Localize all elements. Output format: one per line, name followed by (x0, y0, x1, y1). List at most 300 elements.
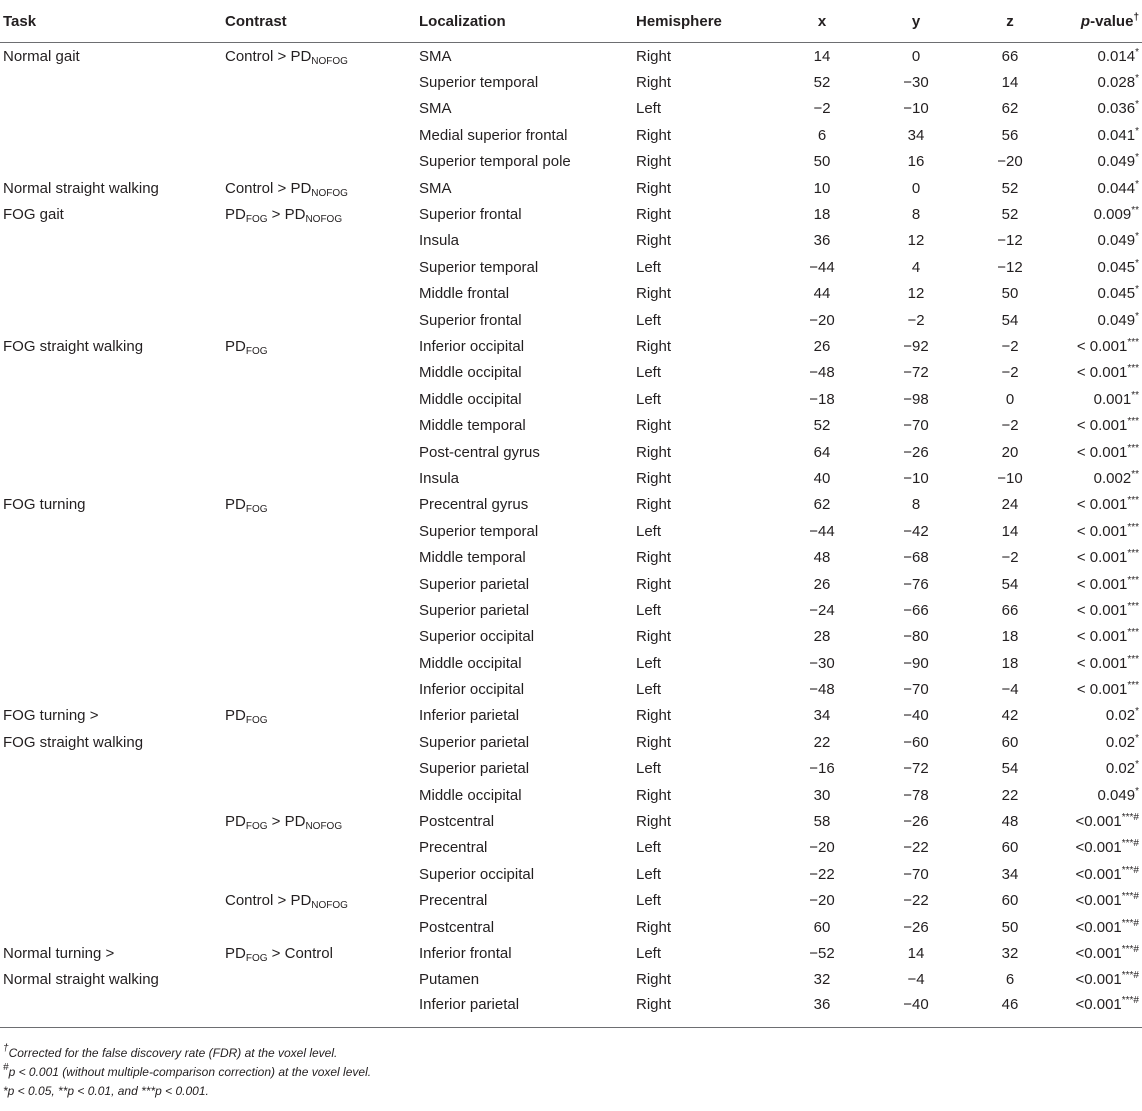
cell-pvalue (1057, 888, 1142, 914)
cell-y: 14 (907, 944, 925, 962)
table-row (0, 96, 1142, 122)
pvalue-significance: ***# (1121, 864, 1139, 876)
cell-z: 24 (1001, 496, 1019, 514)
cell-z: 62 (1001, 100, 1019, 118)
cell-x: 22 (813, 733, 831, 751)
contrast-text-2: > PD (267, 206, 306, 224)
footnote-fdr (3, 1044, 371, 1063)
header-z: z (963, 0, 1057, 43)
cell-pvalue (1057, 650, 1142, 676)
cell-pvalue (1057, 465, 1142, 491)
cell-localization: Superior frontal (419, 311, 522, 329)
cell-contrast (225, 729, 419, 755)
cell-z: 54 (1001, 575, 1019, 593)
pvalue-text: <0.001 (1075, 996, 1122, 1014)
cell-localization: Inferior occipital (419, 337, 525, 355)
cell-y: −2 (907, 311, 925, 329)
pvalue-significance: * (1135, 125, 1139, 137)
pvalue-text: 0.045 (1097, 258, 1136, 276)
pvalue-text: < 0.001 (1076, 628, 1128, 646)
cell-localization: Insula (419, 469, 460, 487)
cell-contrast (225, 782, 419, 808)
cell-contrast (225, 122, 419, 148)
cell-localization: Middle temporal (419, 417, 526, 435)
cell-task: FOG turning (3, 496, 86, 514)
cell-contrast (225, 835, 419, 861)
pvalue-significance: ***# (1121, 943, 1139, 955)
cell-contrast (225, 808, 419, 834)
cell-pvalue (1057, 439, 1142, 465)
cell-pvalue (1057, 967, 1142, 993)
cell-task (0, 650, 225, 676)
pvalue-text: < 0.001 (1076, 496, 1128, 514)
cell-task (0, 122, 225, 148)
cell-y: 4 (911, 258, 921, 276)
cell-task (0, 914, 225, 940)
cell-hemisphere: Right (636, 993, 775, 1028)
cell-pvalue (1057, 69, 1142, 95)
cell-pvalue (1057, 412, 1142, 438)
header-localization: Localization (419, 0, 636, 43)
cell-z: 20 (1001, 443, 1019, 461)
cell-pvalue (1057, 201, 1142, 227)
table-row (0, 808, 1142, 834)
cell-x: 40 (813, 469, 831, 487)
cell-y: 12 (907, 232, 925, 250)
cell-x: −48 (809, 364, 835, 382)
cell-hemisphere: Right (636, 285, 672, 303)
cell-pvalue (1057, 254, 1142, 280)
cell-pvalue (1057, 703, 1142, 729)
header-row (0, 0, 1142, 43)
cell-x: 36 (775, 993, 869, 1028)
footnote-uncorrected (3, 1063, 371, 1082)
cell-hemisphere: Right (636, 733, 672, 751)
cell-contrast (225, 940, 419, 966)
cell-hemisphere: Right (636, 153, 672, 171)
cell-x: −20 (809, 892, 835, 910)
pvalue-significance: ***# (1121, 995, 1139, 1007)
pvalue-text: <0.001 (1075, 918, 1122, 936)
cell-z: 54 (1001, 311, 1019, 329)
cell-contrast (225, 360, 419, 386)
cell-z: 66 (1001, 601, 1019, 619)
contrast-text: PD (225, 707, 246, 725)
cell-task: Normal gait (3, 47, 80, 65)
cell-z: 60 (1001, 839, 1019, 857)
cell-hemisphere: Left (636, 100, 662, 118)
cell-task (0, 254, 225, 280)
cell-contrast (225, 412, 419, 438)
table-row (0, 914, 1142, 940)
pvalue-significance: * (1135, 759, 1139, 771)
table-row (0, 492, 1142, 518)
cell-z: 14 (1001, 74, 1019, 92)
cell-localization: Medial superior frontal (419, 126, 568, 144)
cell-hemisphere: Right (636, 496, 672, 514)
pvalue-text: < 0.001 (1076, 337, 1128, 355)
cell-x: 28 (813, 628, 831, 646)
contrast-subscript-2: NOFOG (305, 214, 343, 226)
cell-hemisphere: Right (636, 813, 672, 831)
cell-z: −2 (1001, 549, 1019, 567)
cell-task: Normal straight walking (3, 179, 159, 197)
cell-contrast (225, 439, 419, 465)
footnote-fdr-sup: † (3, 1043, 9, 1054)
cell-y: −70 (903, 865, 929, 883)
cell-hemisphere: Right (636, 74, 672, 92)
cell-y: −42 (903, 522, 929, 540)
cell-y: −76 (903, 575, 929, 593)
cell-z: 52 (1001, 206, 1019, 224)
cell-y: −70 (903, 417, 929, 435)
cell-x: 64 (813, 443, 831, 461)
cell-contrast (225, 69, 419, 95)
cell-x: 50 (813, 153, 831, 171)
cell-task (0, 808, 225, 834)
cell-pvalue (1057, 571, 1142, 597)
cell-y: −72 (903, 364, 929, 382)
cell-x: −20 (809, 311, 835, 329)
cell-y: −22 (903, 839, 929, 857)
cell-localization: Middle occipital (419, 364, 522, 382)
contrast-text: PD (225, 944, 246, 962)
table-row (0, 281, 1142, 307)
pvalue-text: 0.049 (1097, 786, 1136, 804)
contrast-text: PD (225, 496, 246, 514)
pvalue-significance: ** (1131, 389, 1139, 401)
cell-x: 30 (813, 786, 831, 804)
cell-localization: Middle frontal (419, 285, 510, 303)
cell-task: FOG straight walking (3, 733, 144, 751)
table-footnotes (3, 1044, 371, 1101)
cell-contrast (225, 43, 419, 70)
pvalue-significance: *** (1127, 680, 1139, 692)
cell-x: 44 (813, 285, 831, 303)
cell-x: 58 (813, 813, 831, 831)
cell-x: 62 (813, 496, 831, 514)
contrast-text: Control > PD (225, 47, 312, 65)
cell-localization: Superior temporal (419, 522, 539, 540)
pvalue-significance: *** (1127, 363, 1139, 375)
pvalue-significance: ** (1131, 205, 1139, 217)
cell-localization: Postcentral (419, 918, 495, 936)
pvalue-text: < 0.001 (1076, 601, 1128, 619)
pvalue-significance: * (1135, 46, 1139, 58)
cell-y: 16 (907, 153, 925, 171)
cell-contrast (225, 96, 419, 122)
cell-localization: Putamen (419, 971, 480, 989)
cell-hemisphere: Left (636, 311, 662, 329)
table-row (0, 518, 1142, 544)
cell-x: −44 (809, 258, 835, 276)
cell-hemisphere: Right (636, 628, 672, 646)
pvalue-significance: ***# (1121, 970, 1139, 982)
contrast-subscript: FOG (245, 715, 268, 727)
cell-pvalue (1057, 149, 1142, 175)
cell-pvalue (1057, 914, 1142, 940)
contrast-subscript: FOG (245, 952, 268, 964)
cell-task: Normal turning > (3, 944, 115, 962)
cell-pvalue (1057, 96, 1142, 122)
header-pvalue-italic: p (1080, 12, 1091, 30)
cell-localization: Superior parietal (419, 601, 530, 619)
contrast-subscript-2: NOFOG (305, 821, 343, 833)
pvalue-significance: ***# (1121, 838, 1139, 850)
pvalue-significance: * (1135, 706, 1139, 718)
cell-z: 46 (963, 993, 1057, 1028)
pvalue-significance: *** (1127, 548, 1139, 560)
cell-x: 32 (813, 971, 831, 989)
pvalue-text: < 0.001 (1076, 417, 1128, 435)
cell-y: 8 (911, 496, 921, 514)
cell-z: −2 (1001, 364, 1019, 382)
pvalue-significance: *** (1127, 336, 1139, 348)
cell-z: 60 (1001, 733, 1019, 751)
cell-pvalue (1057, 122, 1142, 148)
cell-localization: Precentral (419, 839, 488, 857)
cell-y: −26 (903, 918, 929, 936)
cell-hemisphere: Left (636, 522, 662, 540)
pvalue-significance: * (1135, 732, 1139, 744)
pvalue-significance: *** (1127, 627, 1139, 639)
header-task: Task (0, 0, 225, 43)
cell-contrast (225, 597, 419, 623)
cell-y: 34 (907, 126, 925, 144)
pvalue-text: <0.001 (1075, 839, 1122, 857)
cell-z: 60 (1001, 892, 1019, 910)
table-row (0, 333, 1142, 359)
cell-z: 14 (1001, 522, 1019, 540)
table-row (0, 69, 1142, 95)
cell-x: −24 (809, 601, 835, 619)
table-row (0, 597, 1142, 623)
cell-x: 48 (813, 549, 831, 567)
pvalue-text: 0.001 (1093, 390, 1132, 408)
cell-localization: Precentral gyrus (419, 496, 529, 514)
contrast-text: PD (225, 206, 246, 224)
cell-y: −4 (907, 971, 925, 989)
pvalue-text: <0.001 (1075, 944, 1122, 962)
cell-hemisphere: Right (636, 786, 672, 804)
table-row (0, 175, 1142, 201)
cell-contrast (225, 386, 419, 412)
header-hemisphere: Hemisphere (636, 0, 775, 43)
cell-contrast (225, 676, 419, 702)
cell-localization: Superior temporal (419, 74, 539, 92)
table-row (0, 703, 1142, 729)
cell-hemisphere: Right (636, 47, 672, 65)
cell-pvalue (1057, 281, 1142, 307)
cell-y: −30 (903, 74, 929, 92)
cell-x: 60 (813, 918, 831, 936)
cell-hemisphere: Right (636, 179, 672, 197)
header-pvalue (1057, 0, 1142, 43)
cell-y: −10 (903, 100, 929, 118)
pvalue-text: < 0.001 (1076, 681, 1128, 699)
table-row (0, 624, 1142, 650)
contrast-subscript: FOG (245, 821, 268, 833)
cell-contrast (225, 281, 419, 307)
pvalue-text: 0.049 (1097, 153, 1136, 171)
cell-localization: Inferior occipital (419, 681, 525, 699)
cell-z: 0 (1005, 390, 1015, 408)
cell-z: 18 (1001, 654, 1019, 672)
table-row (0, 228, 1142, 254)
cell-localization: SMA (419, 179, 452, 197)
contrast-subscript: NOFOG (311, 187, 348, 199)
cell-hemisphere: Left (636, 364, 662, 382)
pvalue-text: 0.036 (1097, 100, 1136, 118)
cell-y: −90 (903, 654, 929, 672)
pvalue-significance: * (1135, 231, 1139, 243)
cell-localization: Postcentral (419, 813, 495, 831)
cell-hemisphere: Left (636, 258, 662, 276)
cell-task (0, 149, 225, 175)
cell-task (0, 544, 225, 570)
cell-contrast (225, 254, 419, 280)
pvalue-significance: * (1135, 257, 1139, 269)
cell-pvalue (1057, 624, 1142, 650)
cell-task (0, 439, 225, 465)
cell-y: −40 (869, 993, 963, 1028)
cell-task (0, 69, 225, 95)
cell-localization: Superior parietal (419, 733, 530, 751)
pvalue-text: 0.014 (1097, 47, 1136, 65)
cell-x: 36 (813, 232, 831, 250)
cell-pvalue (1057, 940, 1142, 966)
cell-hemisphere: Right (636, 469, 672, 487)
cell-localization: Superior parietal (419, 575, 530, 593)
cell-z: 66 (1001, 47, 1019, 65)
table-row (0, 439, 1142, 465)
cell-y: −92 (903, 337, 929, 355)
header-x: x (775, 0, 869, 43)
cell-localization: Middle occipital (419, 654, 522, 672)
footnote-fdr-text: Corrected for the false discovery rate (FDR) at the voxel level. (8, 1046, 338, 1060)
cell-hemisphere: Left (636, 865, 662, 883)
header-y: y (869, 0, 963, 43)
table-row (0, 756, 1142, 782)
cell-task (0, 281, 225, 307)
cell-z: −2 (1001, 417, 1019, 435)
cell-hemisphere: Left (636, 390, 662, 408)
cell-y: −26 (903, 813, 929, 831)
cell-contrast (225, 624, 419, 650)
cell-localization: SMA (419, 100, 452, 118)
cell-hemisphere: Left (636, 944, 662, 962)
cell-y: 0 (911, 179, 921, 197)
cell-hemisphere: Left (636, 892, 662, 910)
pvalue-text: <0.001 (1075, 971, 1122, 989)
pvalue-text: 0.045 (1097, 285, 1136, 303)
cell-hemisphere: Right (636, 417, 672, 435)
table-row (0, 650, 1142, 676)
pvalue-significance: *** (1127, 600, 1139, 612)
pvalue-significance: ** (1131, 468, 1139, 480)
cell-y: −72 (903, 760, 929, 778)
pvalue-text: < 0.001 (1076, 522, 1128, 540)
cell-task: FOG gait (3, 206, 64, 224)
cell-task: FOG turning > (3, 707, 99, 725)
cell-task (0, 518, 225, 544)
cell-task (0, 228, 225, 254)
table-row (0, 149, 1142, 175)
header-contrast: Contrast (225, 0, 419, 43)
cell-y: 8 (911, 206, 921, 224)
cell-contrast (225, 333, 419, 359)
pvalue-text: 0.041 (1097, 126, 1136, 144)
contrast-text: PD (225, 337, 246, 355)
pvalue-significance: * (1135, 99, 1139, 111)
pvalue-significance: *** (1127, 574, 1139, 586)
cell-pvalue (1057, 386, 1142, 412)
cell-z: 48 (1001, 813, 1019, 831)
cell-contrast (225, 518, 419, 544)
cell-localization: Middle occipital (419, 786, 522, 804)
cell-x: 34 (813, 707, 831, 725)
cell-task (0, 624, 225, 650)
cell-task (0, 993, 225, 1028)
contrast-text: PD (225, 813, 246, 831)
cell-contrast (225, 650, 419, 676)
cell-localization: Superior temporal (419, 258, 539, 276)
contrast-subscript: NOFOG (311, 55, 348, 67)
cell-hemisphere: Left (636, 839, 662, 857)
cell-localization: Superior parietal (419, 760, 530, 778)
table-row (0, 729, 1142, 755)
cell-y: −60 (903, 733, 929, 751)
cell-y: 12 (907, 285, 925, 303)
cell-hemisphere: Left (636, 760, 662, 778)
cell-y: −10 (903, 469, 929, 487)
pvalue-text: 0.009 (1093, 206, 1132, 224)
cell-pvalue (1057, 43, 1142, 70)
cell-contrast (225, 175, 419, 201)
table-row (0, 122, 1142, 148)
table-row (0, 940, 1142, 966)
cell-z: 34 (1001, 865, 1019, 883)
table-row (0, 993, 1142, 1028)
table-row (0, 835, 1142, 861)
pvalue-text: < 0.001 (1076, 364, 1128, 382)
table-row (0, 571, 1142, 597)
cell-pvalue (1057, 518, 1142, 544)
cell-hemisphere: Left (636, 601, 662, 619)
cell-task (0, 782, 225, 808)
pvalue-text: 0.02 (1105, 760, 1136, 778)
cell-localization: Superior frontal (419, 206, 522, 224)
table-row (0, 43, 1142, 70)
cell-y: −66 (903, 601, 929, 619)
cell-z: −10 (997, 469, 1023, 487)
table-row (0, 254, 1142, 280)
cell-task (0, 465, 225, 491)
cell-task: Normal straight walking (3, 971, 159, 989)
pvalue-significance: *** (1127, 653, 1139, 665)
cell-z: −12 (997, 258, 1023, 276)
pvalue-text: 0.044 (1097, 179, 1136, 197)
footnote-uncorrected-text: p < 0.001 (without multiple-comparison correction) at the voxel level. (8, 1065, 372, 1079)
cell-z: 50 (1001, 285, 1019, 303)
cell-task (0, 861, 225, 887)
cell-contrast (225, 465, 419, 491)
pvalue-text: <0.001 (1075, 865, 1122, 883)
cell-contrast (225, 888, 419, 914)
cell-z: 52 (1001, 179, 1019, 197)
cell-x: −44 (809, 522, 835, 540)
cell-hemisphere: Right (636, 232, 672, 250)
